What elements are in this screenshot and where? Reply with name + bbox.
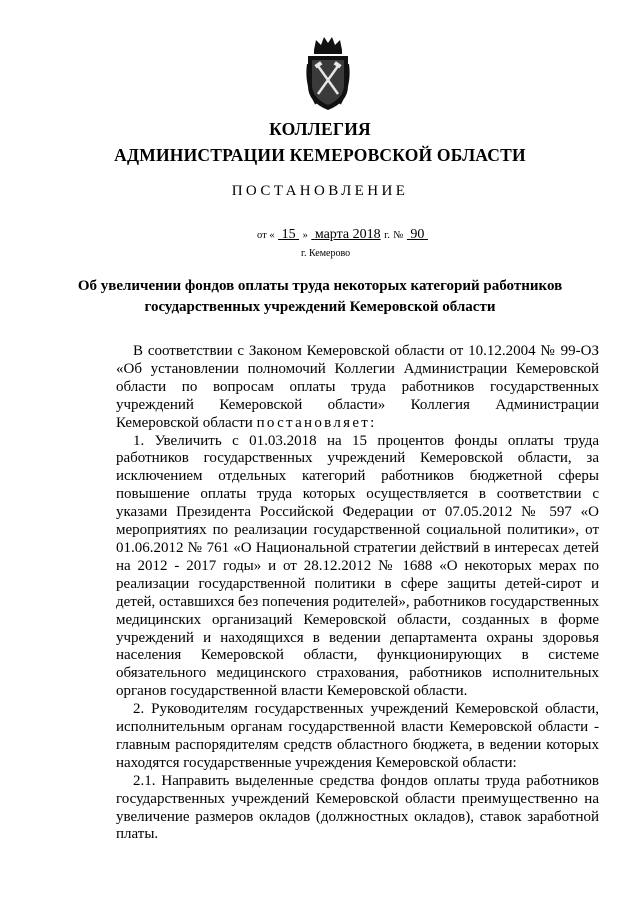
document-type: ПОСТАНОВЛЕНИЕ bbox=[231, 183, 409, 199]
organization-name-line2: АДМИНИСТРАЦИИ КЕМЕРОВСКОЙ ОБЛАСТИ bbox=[114, 145, 526, 165]
number-sign: № bbox=[393, 230, 404, 241]
paragraph-item-2-1: 2.1. Направить выделенные средства фондов оплаты труда работников государственных учреждений Кемеровской области преимущественно на увеличение размеров окладов (должностных окладов), ставок заработной платы. bbox=[116, 772, 599, 843]
paragraph-item-2: 2. Руководителям государственных учреждений Кемеровской области, исполнительным органам государственной власти Кемеровской области - главным распорядителям средств областного бюджета, в ведении которых находятся государственные учреждения Кемеровской области: bbox=[116, 701, 599, 771]
date-year-suffix: г. bbox=[384, 230, 390, 241]
date-prefix: от « bbox=[257, 230, 275, 241]
title-line2: государственных учреждений Кемеровской области bbox=[144, 299, 496, 315]
date-mid: » bbox=[302, 230, 308, 241]
date-day: 15 bbox=[281, 227, 296, 242]
document-body bbox=[116, 343, 599, 844]
resolve-word: постановляет: bbox=[256, 414, 377, 431]
date-month-year: марта 2018 bbox=[314, 227, 381, 242]
paragraph-item-1: 1. Увеличить с 01.03.2018 на 15 процентов фонды оплаты труда работников государственных учреждений Кемеровской области, за исключением отдельных категорий работников бюджетной сферы повышение оплаты труда которых осуществляется в соответствии с указами Президента Российской Федерации от 07.05.2012 № 597 «О мероприятиях по реализации государственной социальной политики», от 01.06.2012 № 761 «О Национальной стратегии действий в интересах детей на 2012 - 2017 годы» и от 28.12.2012 № 1688 «О некоторых мерах по реализации государственной политики в сфере защиты детей-сирот и детей, оставшихся без попечения родителей», работников государственных медицинских организаций Кемеровской области, созданных в форме учреждений и находящихся в ведении департамента охраны здоровья населения Кемеровской области, функционирующих в системе обязательного медицинского страхования, работников исполнительных органов государственной власти Кемеровской области. bbox=[116, 432, 599, 700]
document-city: г. Кемерово bbox=[301, 248, 351, 259]
organization-name-line1: КОЛЛЕГИЯ bbox=[269, 119, 371, 139]
coat-of-arms-emblem bbox=[306, 34, 350, 114]
document-number: 90 bbox=[410, 227, 425, 242]
paragraph-preamble: В соответствии с Законом Кемеровской области от 10.12.2004 № 99-ОЗ «Об установлении полномочий Коллегии Администрации Кемеровской области по вопросам оплаты труда работников государственных учреждений Кемеровской области» Коллегия Администрации Кемеровской области постановляет: bbox=[116, 343, 599, 431]
title-line1: Об увеличении фондов оплаты труда некоторых категорий работников bbox=[77, 278, 563, 294]
document-title bbox=[0, 276, 640, 318]
document-date-line bbox=[257, 227, 428, 243]
